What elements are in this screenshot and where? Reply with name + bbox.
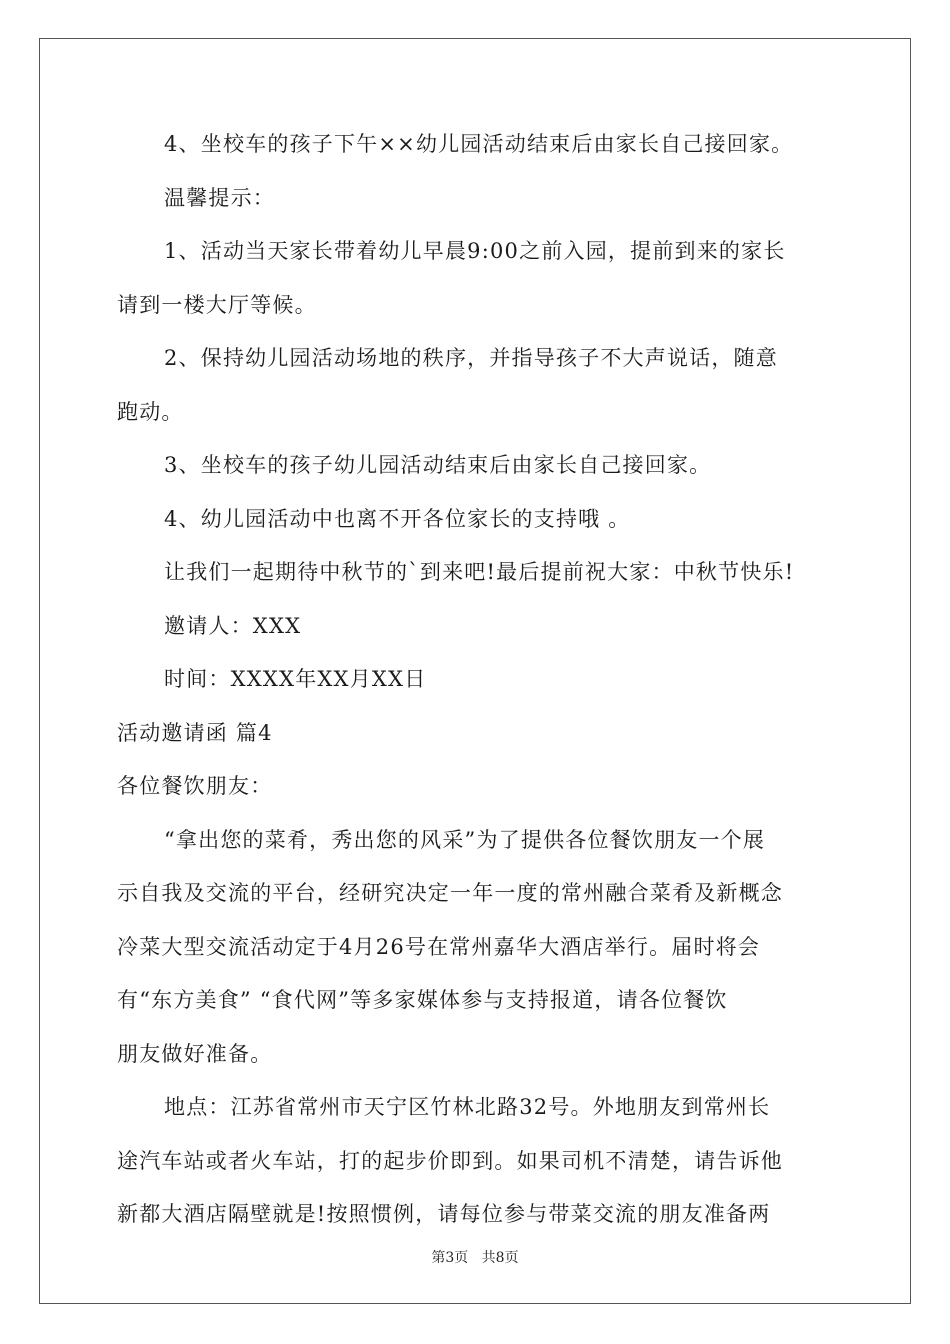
- page-total: 共8页: [481, 1250, 519, 1266]
- paragraph-line: 途汽车站或者火车站，打的起步价即到。如果司机不清楚，请告诉他: [117, 1148, 783, 1173]
- tips-heading: 温馨提示：: [164, 185, 275, 210]
- inviter-line: 邀请人：XXX: [164, 613, 302, 638]
- paragraph-line: 冷菜大型交流活动定于4月26号在常州嘉华大酒店举行。届时将会: [117, 934, 761, 959]
- paragraph-line: 请到一楼大厅等候。: [117, 292, 317, 317]
- paragraph-line: 有“东方美食” “食代网”等多家媒体参与支持报道，请各位餐饮: [117, 988, 728, 1012]
- section-title: 活动邀请函 篇4: [117, 720, 273, 745]
- paragraph-line: 3、坐校车的孩子幼儿园活动结束后由家长自己接回家。: [164, 453, 712, 477]
- paragraph-line: 地点：江苏省常州市天宁区竹林北路32号。外地朋友到常州长: [164, 1095, 771, 1119]
- paragraph-line: 让我们一起期待中秋节的`到来吧!最后提前祝大家：中秋节快乐!: [164, 560, 795, 584]
- page-number: 第3页: [431, 1250, 469, 1266]
- paragraph-line: 4、坐校车的孩子下午××幼儿园活动结束后由家长自己接回家。: [164, 132, 794, 156]
- paragraph-line: 新都大酒店隔壁就是!按照惯例，请每位参与带菜交流的朋友准备两: [117, 1202, 771, 1226]
- salutation: 各位餐饮朋友：: [117, 774, 273, 798]
- paragraph-line: “拿出您的菜肴，秀出您的风采”为了提供各位餐饮朋友一个展: [164, 827, 766, 852]
- date-line: 时间：XXXX年XX月XX日: [164, 667, 427, 691]
- paragraph-line: 朋友做好准备。: [117, 1041, 273, 1066]
- paragraph-line: 2、保持幼儿园活动场地的秩序，并指导孩子不大声说话，随意: [164, 346, 778, 370]
- paragraph-line: 4、幼儿园活动中也离不开各位家长的支持哦 。: [164, 506, 631, 531]
- page-footer: [0, 1247, 950, 1267]
- paragraph-line: 示自我及交流的平台，经研究决定一年一度的常州融合菜肴及新概念: [117, 881, 783, 905]
- paragraph-line: 跑动。: [117, 399, 184, 424]
- document-body: [117, 118, 841, 1242]
- paragraph-line: 1、活动当天家长带着幼儿早晨9:00之前入园，提前到来的家长: [164, 239, 786, 263]
